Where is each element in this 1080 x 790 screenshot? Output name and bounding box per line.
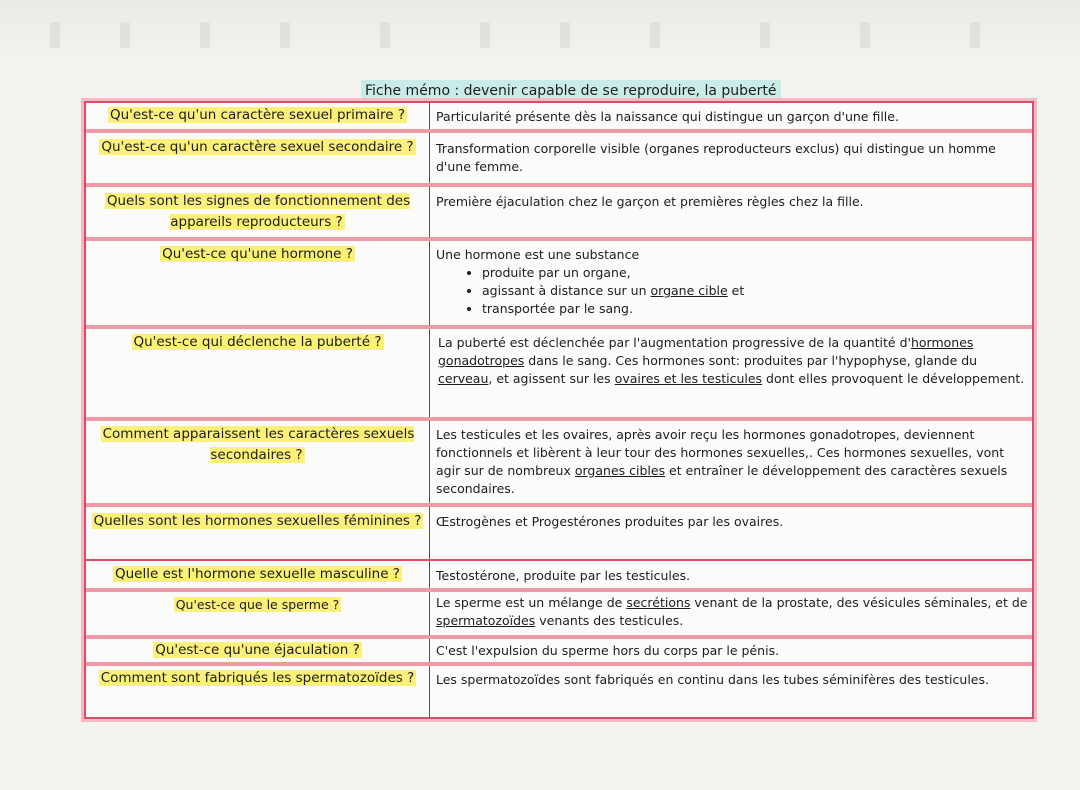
question-cell: Quelles sont les hormones sexuelles féminines ? [93, 513, 422, 529]
question-cell: Qu'est-ce qui déclenche la puberté ? [133, 334, 382, 350]
answer-cell: La puberté est déclenchée par l'augmentation progressive de la quantité d'hormones gonadotropes dans le sang. Ces hormones sont: produites par l'hypophyse, glande du cerveau, et agissent sur les ovaires et les testicules dont elles provoquent le développement. [438, 335, 1025, 386]
table-row [86, 640, 1032, 664]
answer-cell: Le sperme est un mélange de secrétions venant de la prostate, des vésicules séminales, et de spermatozoïdes venants des testicules. [436, 595, 1028, 628]
row-separator [86, 129, 1032, 133]
answer-cell: C'est l'expulsion du sperme hors du corps par le pénis. [436, 643, 780, 658]
question-cell: Comment apparaissent les caractères sexuels secondaires ? [102, 426, 415, 463]
table-row [86, 511, 1032, 557]
row-separator [86, 417, 1032, 421]
row-separator [86, 635, 1032, 639]
question-cell: Qu'est-ce qu'un caractère sexuel primaire ? [109, 107, 406, 123]
table-row [86, 137, 1032, 183]
answer-cell: Les testicules et les ovaires, après avoir reçu les hormones gonadotropes, deviennent fonctionnels et libèrent à leur tour des hormones sexuelles,. Ces hormones sexuelles, vont agir sur de nombreux organes cibles et entraîner le développement des caractères sexuels secondaires. [436, 427, 1008, 496]
answer-cell: Particularité présente dès la naissance qui distingue un garçon d'une fille. [436, 109, 899, 124]
answer-cell: Testostérone, produite par les testicules. [436, 568, 691, 583]
question-cell: Qu'est-ce qu'une hormone ? [162, 246, 353, 262]
row-separator [86, 325, 1032, 329]
table-row [86, 564, 1032, 590]
bullet-list [436, 264, 1028, 318]
question-cell: Quels sont les signes de fonctionnement des appareils reproducteurs ? [106, 193, 411, 230]
answer-cell: Œstrogènes et Progestérones produites par les ovaires. [436, 514, 784, 529]
question-cell: Quelle est l'hormone sexuelle masculine ? [115, 566, 400, 582]
binder-holes [40, 22, 1040, 52]
row-separator [86, 662, 1032, 666]
row-separator [86, 503, 1032, 507]
answer-cell: Transformation corporelle visible (organes reproducteurs exclus) qui distingue un homme d'une femme. [436, 141, 996, 174]
page-title: Fiche mémo : devenir capable de se reproduire, la puberté [361, 80, 781, 102]
question-cell: Qu'est-ce qu'une éjaculation ? [155, 642, 360, 658]
table-row [86, 105, 1032, 129]
table-row [86, 424, 1032, 504]
memo-table [84, 101, 1034, 719]
row-separator [86, 559, 1032, 561]
answer-cell: Les spermatozoïdes sont fabriqués en continu dans les tubes séminifères des testicules. [436, 672, 989, 687]
answer-cell: Première éjaculation chez le garçon et premières règles chez la fille. [436, 194, 864, 209]
row-separator [86, 237, 1032, 241]
table-row [86, 594, 1032, 634]
row-separator [86, 588, 1032, 592]
table-row [86, 332, 1032, 418]
table-row [86, 668, 1032, 714]
row-separator [86, 183, 1032, 187]
question-cell: Comment sont fabriqués les spermatozoïdes ? [100, 670, 415, 686]
list-item: • agissant à distance sur un organe cible et [482, 282, 1028, 300]
table-row [86, 244, 1032, 324]
list-item: • produite par un organe, [482, 264, 1028, 282]
question-cell: Qu'est-ce qu'un caractère sexuel secondaire ? [101, 139, 414, 155]
list-item: • transportée par le sang. [482, 300, 1028, 318]
answer-intro: Une hormone est une substance [436, 247, 640, 262]
table-row [86, 191, 1032, 237]
question-cell: Qu'est-ce que le sperme ? [175, 597, 340, 612]
answer-cell [436, 246, 1028, 318]
